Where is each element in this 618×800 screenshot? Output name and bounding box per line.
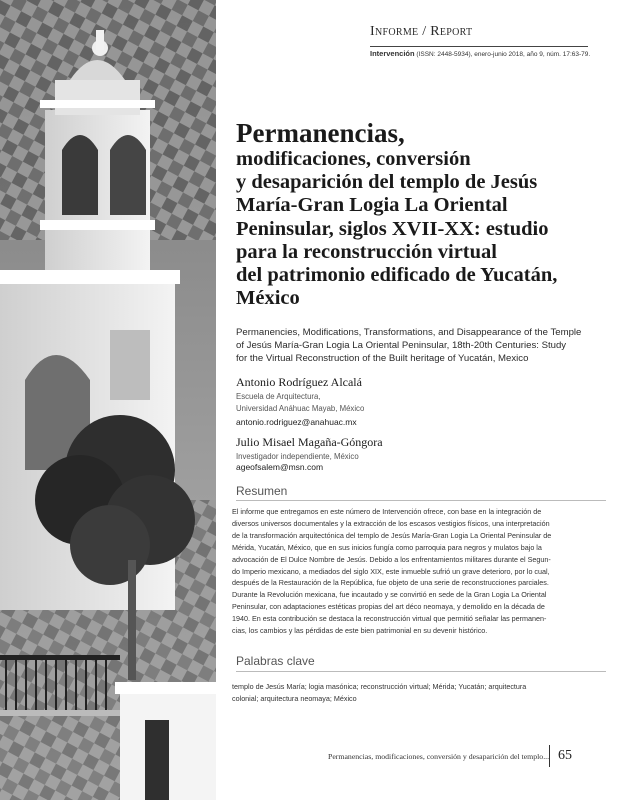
author-name: Antonio Rodríguez Alcalá	[236, 375, 362, 389]
keywords-line: colonial; arquitectura neomaya; México	[232, 693, 357, 703]
english-title	[236, 326, 604, 365]
abstract-body	[232, 506, 604, 637]
abstract-line: Durante la Revolución mexicana, fue incautado y se convirtió en sede de la Gran Logia La Oriental	[232, 590, 547, 600]
abstract-line: después de la Restauración de la República, fue objeto de una serie de reconstrucciones parciales.	[232, 578, 549, 588]
abstract-line: 1940. En esta contribución se destaca la reconstrucción virtual que permitió señalar las permanen-	[232, 614, 547, 624]
abstract-line: Peninsular, con adaptaciones estéticas propias del art déco neomaya, y demolido en la década de	[232, 602, 545, 612]
author-email[interactable]: ageofsalem@msn.com	[236, 462, 324, 472]
temple-render-illustration	[0, 0, 216, 800]
english-title-line: Permanencies, Modifications, Transformations, and Disappearance of the Temple	[236, 327, 582, 338]
abstract-line: cias, los cambios y las pérdidas de este bien patrimonial en su devenir histórico.	[232, 626, 488, 636]
abstract-line: diversos universos documentales y la extracción de los escasos vestigios físicos, una interpretación	[232, 518, 550, 528]
english-title-line: for the Virtual Reconstruction of the Built heritage of Yucatán, Mexico	[236, 353, 529, 364]
keywords-divider	[236, 671, 606, 672]
author-email[interactable]: antonio.rodriguez@anahuac.mx	[236, 417, 357, 427]
section-label: Informe / Report	[370, 24, 473, 39]
abstract-heading: Resumen	[236, 484, 288, 498]
title-line: modificaciones, conversión	[236, 148, 471, 170]
page-number: 65	[558, 748, 572, 763]
title-line: Peninsular, siglos XVII-XX: estudio	[236, 217, 549, 240]
author-name: Julio Misael Magaña-Góngora	[236, 435, 383, 449]
abstract-line: do Imperio mexicano, a mediados del siglo XIX, este inmueble sufrió un grave deterioro, por lo cual,	[232, 566, 550, 576]
abstract-line: advocación de El Dulce Nombre de Jesús. Debido a los enfrentamientos militares durante el Segun-	[232, 554, 551, 564]
title-line: María-Gran Logia La Oriental	[236, 194, 508, 217]
title-line: del patrimonio edificado de Yucatán,	[236, 264, 558, 287]
abstract-divider	[236, 500, 606, 501]
header-divider	[370, 46, 588, 47]
keywords-line: templo de Jesús María; logia masónica; reconstrucción virtual; Mérida; Yucatán; arquitectura	[232, 682, 527, 691]
journal-details: (ISSN: 2448-5934), enero-junio 2018, año 9, núm. 17:63-79.	[416, 51, 591, 58]
keywords-heading: Palabras clave	[236, 654, 315, 668]
author-affiliation	[236, 391, 364, 414]
title-main: Permanencias,	[236, 118, 405, 148]
journal-citation	[370, 49, 590, 58]
title-subtitle	[236, 148, 606, 310]
keywords-body	[232, 681, 604, 705]
journal-name: Intervención	[370, 49, 415, 58]
title-line: y desaparición del templo de Jesús	[236, 171, 538, 194]
author-affiliation	[236, 451, 359, 463]
abstract-line: El informe que entregamos en este número de Intervención ofrece, con base en la integración de	[232, 507, 542, 516]
running-title: Permanencias, modificaciones, conversión y desaparición del templo...	[328, 752, 550, 761]
title-line: México	[236, 287, 300, 310]
abstract-line: de la transformación arquitectónica del templo de Jesús María-Gran Logia La Oriental Peninsular de	[232, 530, 552, 540]
english-title-line: of Jesús María-Gran Logia La Oriental Peninsular, 18th-20th Centuries: Study	[236, 340, 567, 351]
footer-divider	[549, 745, 550, 767]
title-line: para la reconstrucción virtual	[236, 240, 497, 263]
affiliation-line: Universidad Anáhuac Mayab, México	[236, 403, 365, 413]
abstract-line: Mérida, Yucatán, México, que en sus inicios fungía como parroquia para negros y mulatos bajo la	[232, 542, 542, 552]
affiliation-line: Escuela de Arquitectura,	[236, 392, 321, 401]
affiliation-line: Investigador independiente, México	[236, 452, 359, 461]
